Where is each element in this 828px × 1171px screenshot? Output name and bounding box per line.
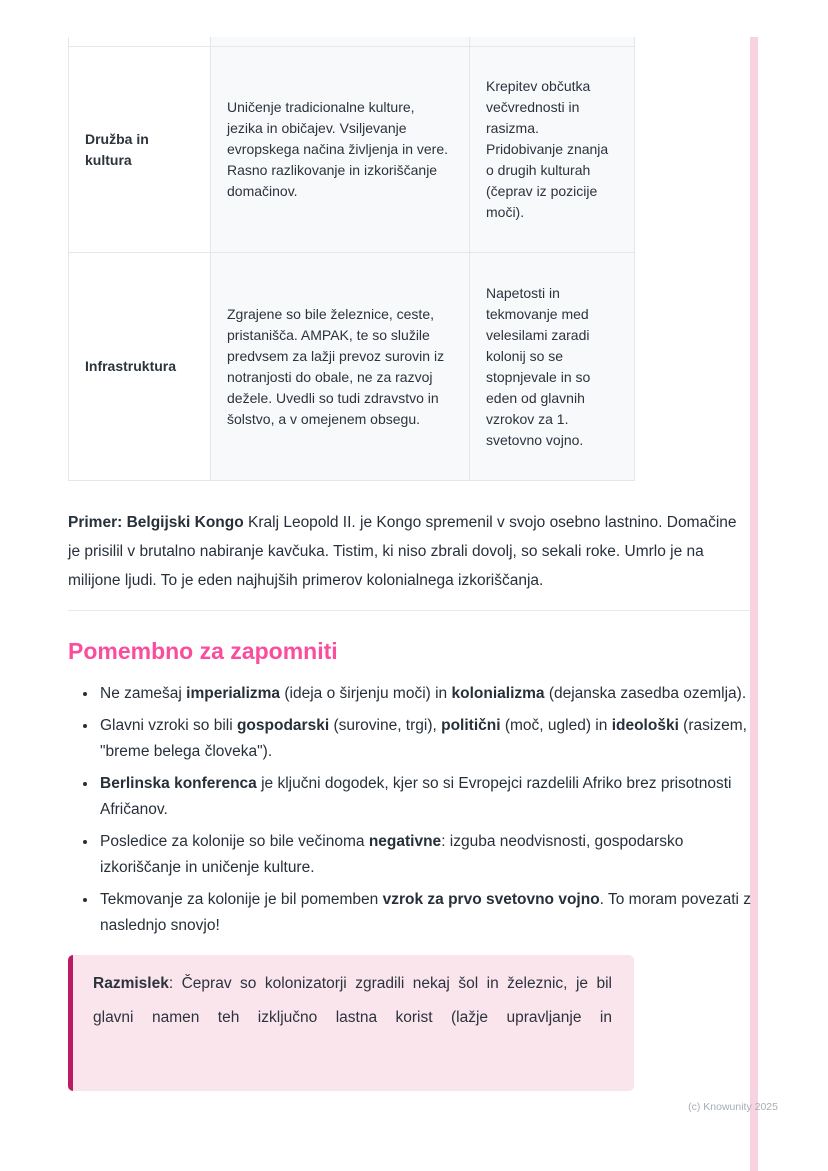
table-cell-description — [211, 37, 470, 47]
table-cell-side-note — [470, 37, 635, 47]
list-item: • Ne zamešaj imperializma (ideja o širjenju moči) in kolonializma (dejanska zasedba ozemlja). — [98, 681, 751, 707]
page-edge-stripe — [750, 37, 758, 1171]
table-cell-description: Uničenje tradicionalne kulture, jezika in običajev. Vsiljevanje evropskega načina življenja in vere. Rasno razlikovanje in izkoriščanje domačinov. — [211, 47, 470, 253]
list-item: • Glavni vzroki so bili gospodarski (surovine, trgi), politični (moč, ugled) in ideološki (rasizem, "breme belega človeka"). — [98, 713, 751, 765]
consequences-table — [68, 37, 635, 481]
table-cell-category: Infrastruktura — [69, 253, 211, 481]
list-item: • Tekmovanje za kolonije je bil pomemben vzrok za prvo svetovno vojno. To moram povezati z naslednjo snovjo! — [98, 887, 751, 939]
key-points-list — [68, 681, 751, 939]
content-column — [68, 37, 751, 1091]
list-item: • Posledice za kolonije so bile večinoma negativne: izguba neodvisnosti, gospodarsko izkoriščanje in uničenje kulture. — [98, 829, 751, 881]
callout-text: Razmislek: Čeprav so kolonizatorji zgradili nekaj šol in železnic, je bil glavni namen teh izključno lastna korist (lažje upravljanje in — [93, 975, 612, 1026]
table-row — [69, 253, 635, 481]
section-divider — [68, 610, 751, 611]
table-cell-category — [69, 37, 211, 47]
reflection-callout — [68, 955, 634, 1091]
table-row-clipped — [69, 37, 635, 47]
copyright-watermark: (c) Knowunity 2025 — [688, 1101, 778, 1113]
table-row — [69, 47, 635, 253]
table-cell-category: Družba in kultura — [69, 47, 211, 253]
table-cell-side-note: Napetosti in tekmovanje med velesilami zaradi kolonij so se stopnjevale in so eden od glavnih vzrokov za 1. svetovno vojno. — [470, 253, 635, 481]
table-cell-description: Zgrajene so bile železnice, ceste, pristanišča. AMPAK, te so služile predvsem za lažji prevoz surovin iz notranjosti do obale, ne za razvoj dežele. Uvedli so tudi zdravstvo in šolstvo, a v omejenem obsegu. — [211, 253, 470, 481]
list-item: • Berlinska konferenca je ključni dogodek, kjer so si Evropejci razdelili Afriko brez prisotnosti Afričanov. — [98, 771, 751, 823]
table-cell-side-note: Krepitev občutka večvrednosti in rasizma. Pridobivanje znanja o drugih kulturah (čeprav iz pozicije moči). — [470, 47, 635, 253]
example-paragraph: Primer: Belgijski Kongo Kralj Leopold II. je Kongo spremenil v svojo osebno lastnino. Domačine je prisilil v brutalno nabiranje kavčuka. Tistim, ki niso zbrali dovolj, so sekali roke. Umrlo je na milijone ljudi. To je eden najhujših primerov kolonialnega izkoriščanja. — [68, 514, 737, 589]
section-heading: Pomembno za zapomniti — [68, 638, 338, 664]
